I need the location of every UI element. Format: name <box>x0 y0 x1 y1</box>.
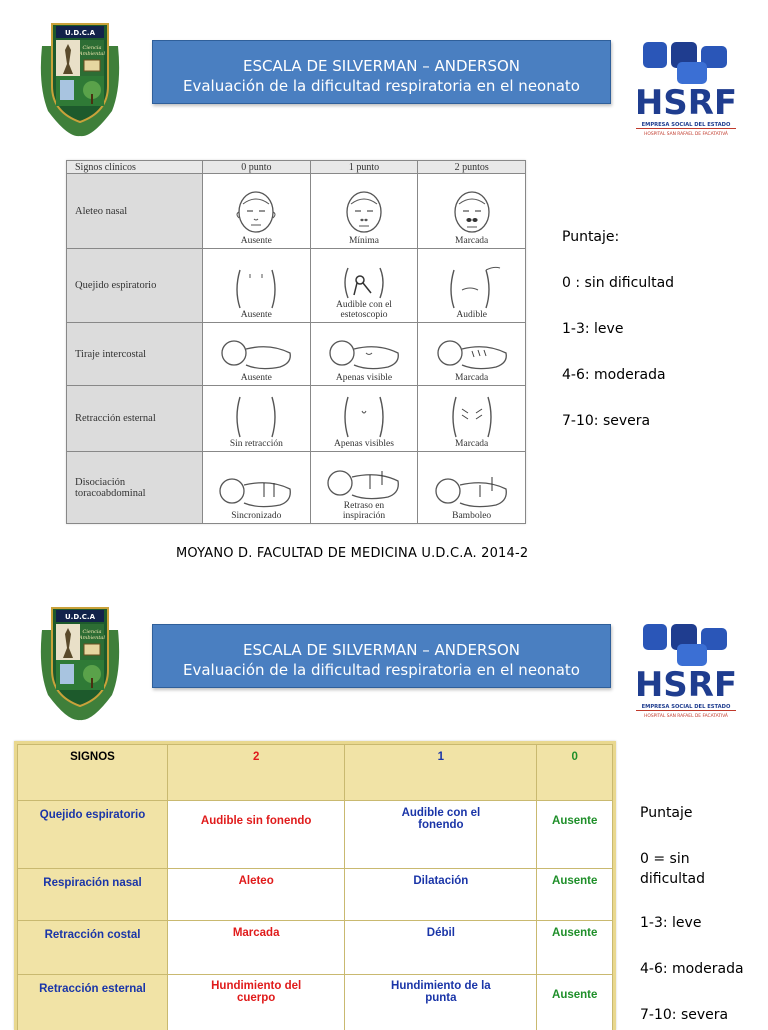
sign-label: Aleteo nasal <box>67 174 203 249</box>
udca-crest-logo <box>38 600 122 722</box>
cell-value: Apenas visible <box>311 373 418 385</box>
hsrf-line2: HOSPITAL SAN RAFAEL DE FACATATIVÁ <box>644 712 728 719</box>
hsrf-letters: HSRF <box>635 665 737 705</box>
cell-value <box>345 975 537 1030</box>
sign-label <box>67 452 203 524</box>
baby-chest-icon <box>338 395 390 439</box>
stethoscope-icon <box>338 266 390 300</box>
sign-label: Quejido espiratorio <box>67 249 203 323</box>
banner-subtitle: Evaluación de la dificultad respiratoria en el neonato <box>153 660 610 680</box>
udca-crest-logo <box>38 16 122 138</box>
table-row <box>18 869 613 921</box>
cell-value <box>345 801 537 869</box>
baby-chest-icon <box>230 266 282 310</box>
hsrf-logo <box>633 38 739 138</box>
col-1: 1 <box>345 745 537 801</box>
score-line: 4-6: moderada <box>562 366 674 384</box>
banner-title: ESCALA DE SILVERMAN – ANDERSON <box>153 625 610 660</box>
hsrf-line2: HOSPITAL SAN RAFAEL DE FACATATIVÁ <box>644 130 728 137</box>
col-signos: Signos clínicos <box>67 161 203 174</box>
col-2-puntos: 2 puntos <box>418 161 526 174</box>
sign-label: Quejido espiratorio <box>18 801 168 869</box>
cell-value: Débil <box>345 921 537 975</box>
hsrf-line1: EMPRESA SOCIAL DEL ESTADO <box>642 704 731 710</box>
crest-motto-2: Ambiental <box>78 51 105 57</box>
crest-name: U.D.C.A <box>65 29 96 37</box>
table-row <box>67 452 526 524</box>
baby-chest-icon <box>446 395 498 439</box>
score-legend <box>562 228 674 430</box>
banner-subtitle: Evaluación de la dificultad respiratoria en el neonato <box>153 76 610 96</box>
sign-label: Retracción esternal <box>18 975 168 1030</box>
cell-value: Apenas visibles <box>311 439 418 451</box>
baby-face-icon <box>446 190 498 236</box>
table-row <box>67 386 526 452</box>
cell-value: Marcada <box>418 373 525 385</box>
crest-motto-1: Ciencia <box>83 45 102 51</box>
title-banner <box>152 40 611 104</box>
table-header-row <box>18 745 613 801</box>
lying-baby-icon <box>430 335 514 373</box>
table-row <box>67 174 526 249</box>
baby-face-icon <box>230 190 282 236</box>
cell-value: Bamboleo <box>418 511 525 523</box>
crest-motto-1: Ciencia <box>83 629 102 635</box>
sign-label: Retracción costal <box>18 921 168 975</box>
cell-value: Sin retracción <box>203 439 310 451</box>
score-line: 0 : sin dificultad <box>562 274 674 292</box>
sign-label: Retracción esternal <box>67 386 203 452</box>
lying-baby-icon <box>214 335 298 373</box>
cell-value <box>168 975 345 1030</box>
baby-chest-icon <box>442 266 502 310</box>
col-1-punto: 1 punto <box>310 161 418 174</box>
table-row <box>67 323 526 386</box>
cell-value-text: Hundimiento de la punta <box>381 980 501 1004</box>
score-line: dificultad <box>640 868 744 890</box>
silverman-colored-table <box>14 741 616 1030</box>
cell-value: Dilatación <box>345 869 537 921</box>
banner-title: ESCALA DE SILVERMAN – ANDERSON <box>153 41 610 76</box>
score-line: 1-3: leve <box>640 914 744 932</box>
crest-motto-2: Ambiental <box>78 635 105 641</box>
crest-name: U.D.C.A <box>65 613 96 621</box>
cell-value: Ausente <box>537 801 613 869</box>
cell-value-text: Hundimiento del cuerpo <box>201 980 311 1004</box>
cell-value: Ausente <box>537 975 613 1030</box>
sign-label: Tiraje intercostal <box>67 323 203 386</box>
cell-value: Sincronizado <box>203 511 310 523</box>
cell-value: Audible sin fonendo <box>168 801 345 869</box>
lying-baby-icon <box>322 465 406 501</box>
lying-baby-icon <box>430 471 514 511</box>
score-line: 1-3: leve <box>562 320 674 338</box>
score-legend <box>640 804 744 1024</box>
sign-label: Respiración nasal <box>18 869 168 921</box>
hsrf-logo <box>633 620 739 720</box>
col-0-punto: 0 punto <box>203 161 311 174</box>
table-row <box>18 975 613 1030</box>
table-row <box>67 249 526 323</box>
col-signos: SIGNOS <box>18 745 168 801</box>
sign-label-text: Disociación toracoabdominal <box>75 477 155 499</box>
score-title: Puntaje: <box>562 228 674 246</box>
score-line: 0 = sin <box>640 850 744 868</box>
cell-value: Marcada <box>418 439 525 451</box>
cell-value: Aleteo <box>168 869 345 921</box>
lying-baby-icon <box>214 471 298 511</box>
cell-value: Ausente <box>203 236 310 248</box>
lying-baby-icon <box>322 335 406 373</box>
cell-value-text: Audible con el fonendo <box>391 807 491 831</box>
cell-value: Ausente <box>537 869 613 921</box>
score-line: 7-10: severa <box>640 1006 744 1024</box>
cell-value: Marcada <box>418 236 525 248</box>
col-0: 0 <box>537 745 613 801</box>
cell-value: Marcada <box>168 921 345 975</box>
table-row <box>18 921 613 975</box>
cell-value: Ausente <box>537 921 613 975</box>
footer-credit: MOYANO D. FACULTAD DE MEDICINA U.D.C.A. 2014-2 <box>176 546 528 561</box>
hsrf-letters: HSRF <box>635 83 737 123</box>
score-line: 7-10: severa <box>562 412 674 430</box>
title-banner <box>152 624 611 688</box>
cell-value: Audible <box>418 310 525 322</box>
table-row <box>18 801 613 869</box>
cell-value: Retraso en inspiración <box>329 501 399 523</box>
baby-face-icon <box>338 190 390 236</box>
cell-value: Audible con el estetoscopio <box>324 300 404 322</box>
cell-value: Ausente <box>203 373 310 385</box>
hsrf-line1: EMPRESA SOCIAL DEL ESTADO <box>642 122 731 128</box>
score-title: Puntaje <box>640 804 744 822</box>
score-line: 4-6: moderada <box>640 960 744 978</box>
baby-chest-icon <box>230 395 282 439</box>
cell-value: Mínima <box>311 236 418 248</box>
table-header-row <box>67 161 526 174</box>
col-2: 2 <box>168 745 345 801</box>
silverman-illustrated-table <box>66 160 526 524</box>
cell-value: Ausente <box>203 310 310 322</box>
